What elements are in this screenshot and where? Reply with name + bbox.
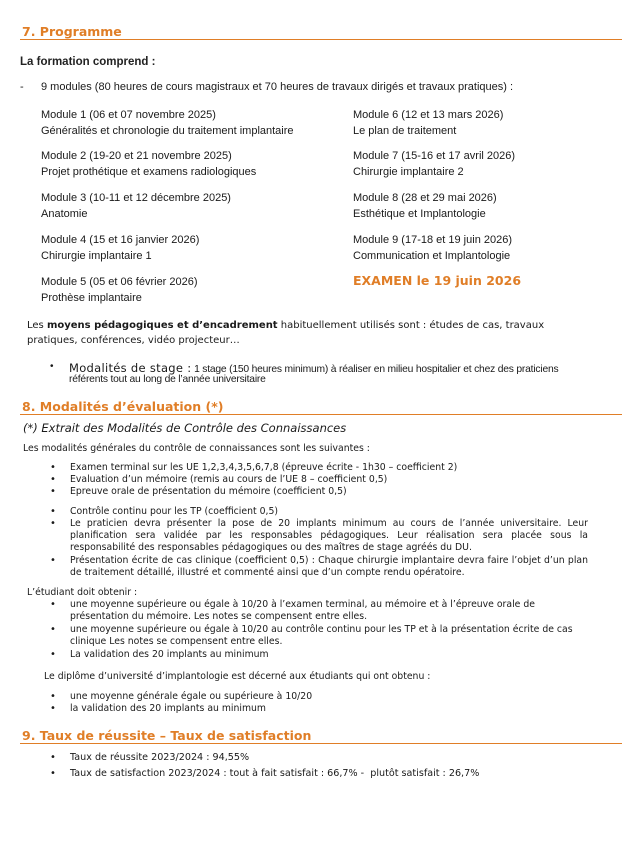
- section-9-heading: 9. Taux de réussite – Taux de satisfaction: [22, 728, 312, 743]
- satisfaction-rate: Taux de satisfaction 2023/2024 : tout à fait satisfait : 66,7% - plutôt satisfait : 26,7%: [70, 768, 480, 779]
- module-date: Module 4 (15 et 16 janvier 2026): [41, 234, 200, 246]
- module-title: Anatomie: [41, 208, 88, 220]
- module-title: Chirurgie implantaire 2: [353, 166, 464, 178]
- eval-item: Epreuve orale de présentation du mémoire (coefficient 0,5): [70, 486, 347, 497]
- module-6: [353, 107, 503, 139]
- module-title: Prothèse implantaire: [41, 292, 142, 304]
- moyens-line2: pratiques, conférences, vidéo projecteur…: [27, 335, 240, 346]
- module-5: [41, 274, 198, 306]
- module-4: [41, 232, 199, 264]
- student-item: une moyenne supérieure ou égale à 10/20 à l’examen terminal, au mémoire et à l’épreuve orale de présentation du mémoire. Les notes se compensent entre elles.: [70, 599, 535, 622]
- module-1: [41, 107, 294, 139]
- module-date: Module 5 (05 et 06 février 2026): [41, 276, 198, 288]
- module-title: Chirurgie implantaire 1: [41, 250, 152, 262]
- module-3: [41, 190, 231, 222]
- bullet-icon: •: [50, 518, 56, 529]
- eval-item: Contrôle continu pour les TP (coefficient 0,5): [70, 506, 278, 517]
- module-date: Module 2 (19-20 et 21 novembre 2025): [41, 150, 232, 162]
- bullet-icon: •: [50, 703, 56, 714]
- eval-item: Examen terminal sur les UE 1,2,3,4,3,5,6,7,8 (épreuve écrite - 1h30 – coefficient 2): [70, 462, 458, 473]
- formation-intro: La formation comprend :: [20, 56, 156, 68]
- module-date: Module 1 (06 et 07 novembre 2025): [41, 109, 216, 121]
- bullet-icon: •: [50, 599, 56, 610]
- bullet-icon: •: [50, 506, 56, 517]
- section-7-rule: [20, 39, 622, 40]
- bullet-icon: •: [50, 474, 56, 485]
- moyens-paragraph: Les moyens pédagogiques et d’encadrement habituellement utilisés sont : études de cas, travaux: [27, 320, 545, 331]
- module-title: Projet prothétique et examens radiologiques: [41, 166, 257, 178]
- section-8-subheading: (*) Extrait des Modalités de Contrôle des Connaissances: [23, 421, 347, 435]
- module-date: Module 3 (10-11 et 12 décembre 2025): [41, 192, 231, 204]
- module-2: [41, 148, 256, 180]
- module-date: Module 7 (15-16 et 17 avril 2026): [353, 150, 516, 162]
- student-item: La validation des 20 implants au minimum: [70, 649, 269, 660]
- stage-line2: référents tout au long de l’année universitaire: [69, 374, 266, 385]
- module-7: [353, 148, 515, 180]
- bullet-icon: •: [50, 555, 56, 566]
- bullet-icon: •: [50, 752, 56, 763]
- eval-item: Evaluation d’un mémoire (remis au cours de l’UE 8 – coefficient 0,5): [70, 474, 388, 485]
- diploma-item: une moyenne générale égale ou supérieure à 10/20: [70, 691, 313, 702]
- bullet-icon: •: [50, 361, 54, 372]
- success-rate: Taux de réussite 2023/2024 : 94,55%: [70, 752, 250, 763]
- dash-bullet: -: [20, 81, 24, 93]
- bullet-icon: •: [50, 649, 56, 660]
- module-title: Généralités et chronologie du traitement implantaire: [41, 125, 294, 137]
- exam-date: EXAMEN le 19 juin 2026: [353, 273, 522, 288]
- section-9-rule: [20, 743, 622, 744]
- stage-line1: Modalités de stage : 1 stage (150 heures minimum) à réaliser en milieu hospitalier et chez des praticiens: [69, 361, 559, 375]
- module-title: Communication et Implantologie: [353, 250, 511, 262]
- module-9: [353, 232, 512, 264]
- diploma-intro: Le diplôme d’université d’implantologie est décerné aux étudiants qui ont obtenu :: [44, 671, 431, 682]
- section-8-intro: Les modalités générales du contrôle de connaissances sont les suivantes :: [23, 443, 370, 454]
- student-item: une moyenne supérieure ou égale à 10/20 au contrôle continu pour les TP et à la présentation écrite de cas clinique Les notes se compensent entre elles.: [70, 624, 573, 647]
- diploma-item: la validation des 20 implants au minimum: [70, 703, 266, 714]
- module-date: Module 6 (12 et 13 mars 2026): [353, 109, 504, 121]
- module-8: [353, 190, 497, 222]
- student-intro: L’étudiant doit obtenir :: [27, 587, 138, 598]
- section-8-rule: [20, 414, 622, 415]
- stage-label: Modalités de stage :: [69, 361, 192, 375]
- bullet-icon: •: [50, 462, 56, 473]
- bullet-icon: •: [50, 768, 56, 779]
- eval-item: Le praticien devra présenter la pose de 20 implants minimum au cours de l’année universitaire. Leur planification sera validée par les responsables pédagogiques. Leur réalisation sera placée sous la responsabilité des responsables pédagogiques ou des maîtres de stage agréés du DU.: [70, 518, 588, 553]
- module-title: Esthétique et Implantologie: [353, 208, 486, 220]
- bullet-icon: •: [50, 486, 56, 497]
- section-7-heading: 7. Programme: [22, 24, 122, 39]
- module-title: Le plan de traitement: [353, 125, 457, 137]
- module-date: Module 8 (28 et 29 mai 2026): [353, 192, 497, 204]
- module-date: Module 9 (17-18 et 19 juin 2026): [353, 234, 512, 246]
- bullet-icon: •: [50, 624, 56, 635]
- moyens-bold: moyens pédagogiques et d’encadrement: [46, 320, 278, 331]
- modules-summary: 9 modules (80 heures de cours magistraux et 70 heures de travaux dirigés et travaux pratiques) :: [41, 81, 514, 93]
- eval-item: Présentation écrite de cas clinique (coefficient 0,5) : Chaque chirurgie implantaire devra faire l’objet d’un plan de traitement détaillé, illustré et commenté ainsi que d’un compte rendu opératoire.: [70, 555, 588, 578]
- bullet-icon: •: [50, 691, 56, 702]
- section-8-heading: 8. Modalités d’évaluation (*): [22, 399, 224, 414]
